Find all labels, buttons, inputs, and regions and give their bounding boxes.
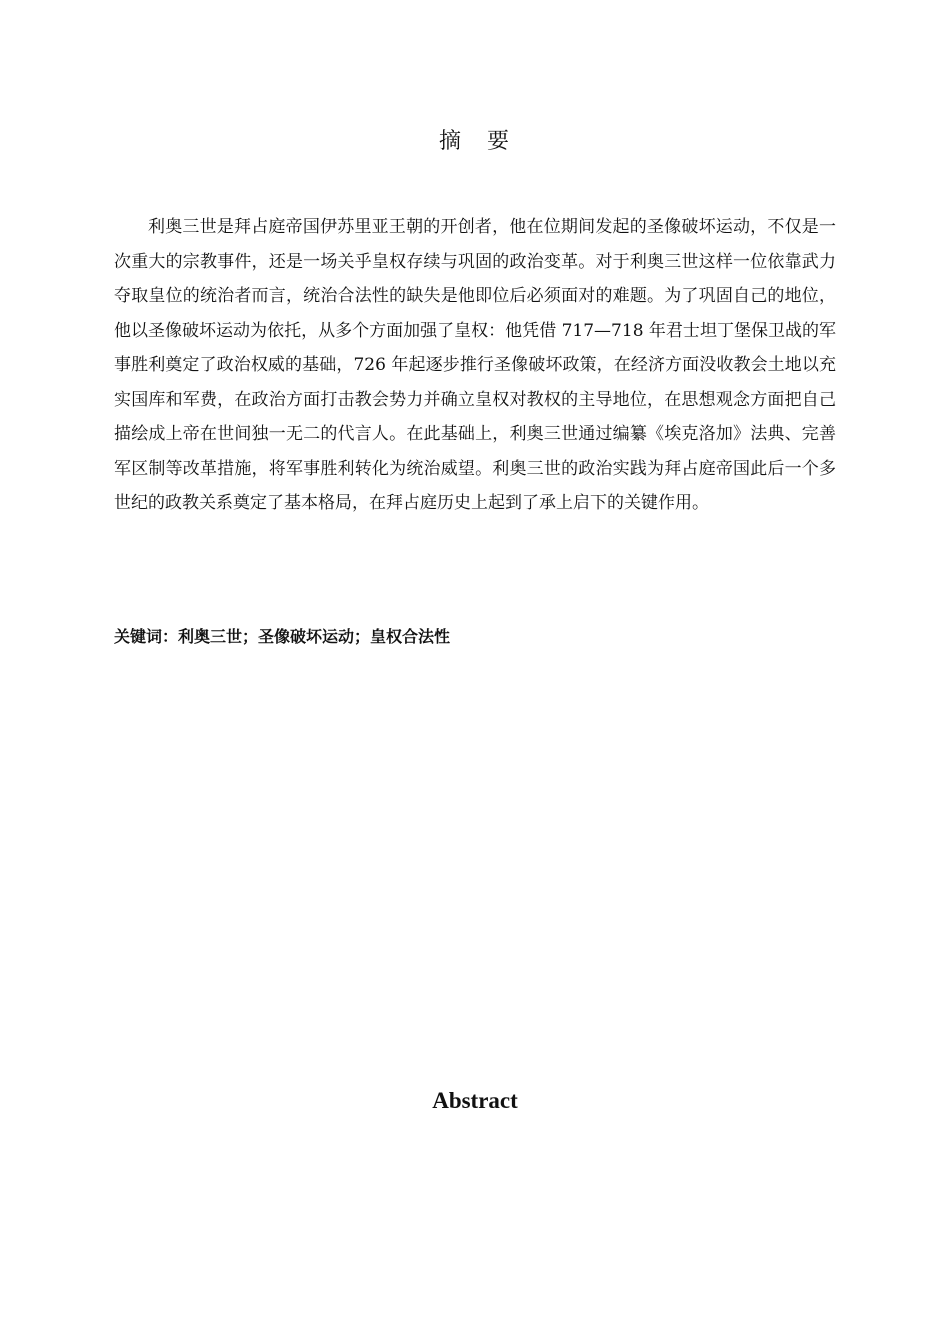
chinese-abstract-body: 利奥三世是拜占庭帝国伊苏里亚王朝的开创者，他在位期间发起的圣像破坏运动，不仅是一次重大的宗教事件，还是一场关乎皇权存续与巩固的政治变革。对于利奥三世这样一位依靠武力夺取皇位的统治者而言，统治合法性的缺失是他即位后必须面对的难题。为了巩固自己的地位，他以圣像破坏运动为依托，从多个方面加强了皇权：他凭借 717—718 年君士坦丁堡保卫战的军事胜利奠定了政治权威的基础，726 年起逐步推行圣像破坏政策，在经济方面没收教会土地以充实国库和军费，在政治方面打击教会势力并确立皇权对教权的主导地位，在思想观念方面把自己描绘成上帝在世间独一无二的代言人。在此基础上，利奥三世通过编纂《埃克洛加》法典、完善军区制等改革措施，将军事胜利转化为统治威望。利奥三世的政治实践为拜占庭帝国此后一个多世纪的政教关系奠定了基本格局，在拜占庭历史上起到了承上启下的关键作用。	[114, 217, 836, 513]
chinese-abstract-title: 摘 要	[438, 129, 511, 154]
chinese-keywords: 关键词：利奥三世；圣像破坏运动；皇权合法性	[114, 627, 451, 646]
english-abstract-title: Abstract	[432, 1088, 518, 1113]
